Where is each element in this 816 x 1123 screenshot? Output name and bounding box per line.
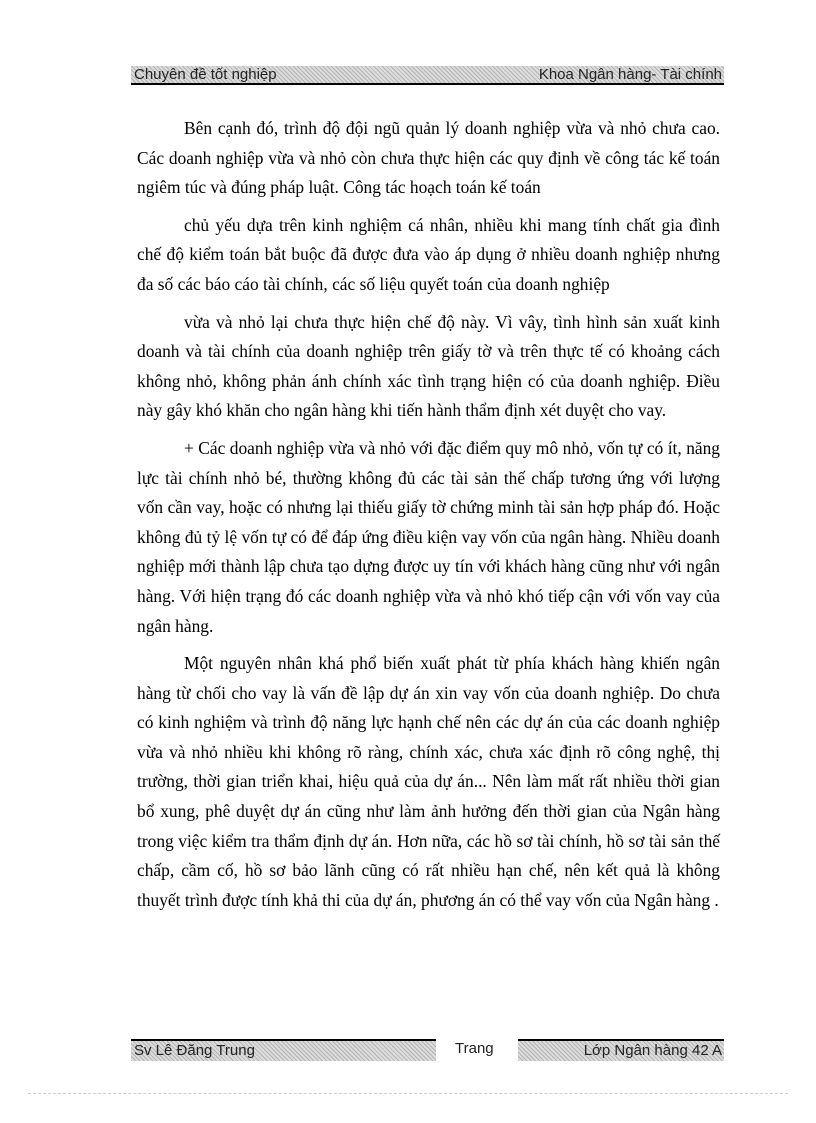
page-header (131, 66, 724, 85)
body-paragraph-3: vừa và nhỏ lại chưa thực hiện chế độ này. Vì vây, tình hình sản xuất kinh doanh và tài chính của doanh nghiệp trên giấy tờ và trên thực tế có khoảng cách không nhỏ, không phản ánh chính xác tình trạng hiện có của doanh nghiệp. Điều này gây khó khăn cho ngân hàng khi tiến hành thẩm định xét duyệt cho vay. (137, 311, 720, 421)
body-paragraph-4: + Các doanh nghiệp vừa và nhỏ với đặc điểm quy mô nhỏ, vốn tự có ít, năng lực tài chính nhỏ bé, thường không đủ các tài sản thế chấp tương ứng với lượng vốn cần vay, hoặc có nhưng lại thiếu giấy tờ chứng minh tài sản hợp pháp đó. Hoặc không đủ tỷ lệ vốn tự có để đáp ứng điều kiện vay vốn của ngân hàng. Nhiều doanh nghiệp mới thành lập chưa tạo dựng được uy tín với khách hàng cũng như với ngân hàng. Với hiện trạng đó các doanh nghiệp vừa và nhỏ khó tiếp cận với vốn vay của ngân hàng. (137, 437, 720, 636)
header-right-title: Khoa Ngân hàng- Tài chính (538, 66, 722, 83)
footer-right-bar (518, 1039, 724, 1061)
body-paragraph-2: chủ yếu dựa trên kinh nghiệm cá nhân, nhiều khi mang tính chất gia đình chế độ kiểm toán bắt buộc đã được đưa vào áp dụng ở nhiều doanh nghiệp nhưng đa số các báo cáo tài chính, các số liệu quyết toán của doanh nghiệp (137, 214, 720, 294)
footer-student-name: Sv Lê Đăng Trung (134, 1042, 255, 1059)
body-paragraph-1: Bên cạnh đó, trình độ đội ngũ quản lý doanh nghiệp vừa và nhỏ chưa cao. Các doanh nghiệp vừa và nhỏ còn chưa thực hiện các quy định về công tác kế toán ngiêm túc và đúng pháp luật. Công tác hoạch toán kế toán (137, 118, 720, 198)
footer-class-name: Lớp Ngân hàng 42 A (583, 1042, 722, 1059)
footer-left-bar (131, 1039, 436, 1061)
header-left-title: Chuyên đề tốt nghiệp (134, 66, 277, 83)
body-paragraph-5: Một nguyên nhân khá phổ biến xuất phát từ phía khách hàng khiến ngân hàng từ chối cho vay là vấn đề lập dự án xin vay vốn của doanh nghiệp. Do chưa có kinh nghiệm và trình độ năng lực hạnh chế nên các dự án của các doanh nghiệp vừa và nhỏ nhiều khi không rõ ràng, chính xác, chưa xác định rõ công nghệ, thị trường, thời gian triển khai, hiệu quả của dự án... Nên làm mất rất nhiều thời gian bổ xung, phê duyệt dự án cũng như làm ảnh hưởng đến thời gian của Ngân hàng trong việc kiểm tra thẩm định dự án. Hơn nữa, các hồ sơ tài chính, hồ sơ tài sản thế chấp, cầm cố, hồ sơ bảo lãnh cũng có rất nhiều hạn chế, nên kết quả là không thuyết trình được tính khả thi của dự án, phương án có thể vay vốn của Ngân hàng . (137, 653, 720, 910)
document-body (137, 114, 720, 923)
page-bottom-edge (28, 1093, 788, 1094)
footer-page-label: Trang (455, 1040, 494, 1057)
